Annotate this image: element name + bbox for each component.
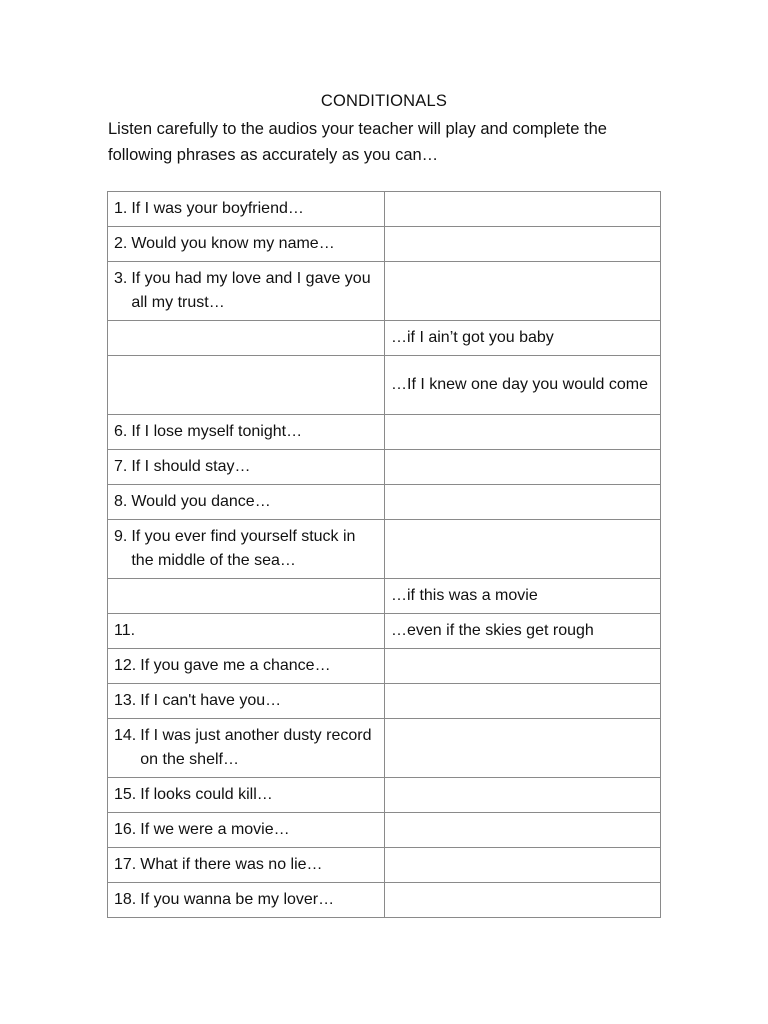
answer-cell[interactable] <box>385 848 661 883</box>
worksheet-body <box>108 192 661 918</box>
answer-cell[interactable] <box>385 485 661 520</box>
table-row <box>108 614 661 649</box>
item-number: 6. <box>114 423 128 440</box>
item-number: 7. <box>114 458 128 475</box>
phrase-cell[interactable] <box>108 883 385 918</box>
phrase-cell[interactable] <box>108 227 385 262</box>
answer-cell[interactable] <box>385 520 661 579</box>
item-number: 8. <box>114 493 128 510</box>
answer-cell[interactable] <box>385 262 661 321</box>
phrase-cell[interactable] <box>108 649 385 684</box>
phrase-cell[interactable] <box>108 262 385 321</box>
answer-cell[interactable] <box>385 356 661 415</box>
table-row <box>108 450 661 485</box>
item-number: 18. <box>114 891 137 908</box>
table-row <box>108 415 661 450</box>
table-row <box>108 227 661 262</box>
answer-cell[interactable] <box>385 192 661 227</box>
phrase-cell[interactable] <box>108 579 385 614</box>
table-row <box>108 883 661 918</box>
phrase-text <box>135 619 378 643</box>
answer-cell[interactable] <box>385 579 661 614</box>
answer-text: …if this was a movie <box>391 587 538 604</box>
table-row <box>108 579 661 614</box>
phrase-text: If looks could kill… <box>140 786 273 803</box>
phrase-cell[interactable] <box>108 356 385 415</box>
phrase-cell[interactable] <box>108 192 385 227</box>
phrase-cell[interactable] <box>108 719 385 778</box>
table-row <box>108 356 661 415</box>
phrase-cell[interactable] <box>108 485 385 520</box>
item-number: 14. <box>114 727 137 744</box>
item-number: 15. <box>114 786 137 803</box>
table-row <box>108 321 661 356</box>
answer-cell[interactable] <box>385 719 661 778</box>
instructions-text: Listen carefully to the audios your teacher will play and complete the following phrases as accurately as you can… <box>108 120 607 164</box>
item-number: 3. <box>114 270 128 287</box>
phrase-cell[interactable] <box>108 848 385 883</box>
phrase-text: If you wanna be my lover… <box>140 891 335 908</box>
answer-cell[interactable] <box>385 450 661 485</box>
phrase-text: If you ever find yourself stuck in the middle of the sea… <box>131 528 356 569</box>
phrase-text: If I was your boyfriend… <box>131 200 304 217</box>
answer-text: …if I ain’t got you baby <box>391 329 554 346</box>
answer-cell[interactable] <box>385 649 661 684</box>
phrase-text: Would you dance… <box>131 493 271 510</box>
phrase-text: If I can't have you… <box>140 692 282 709</box>
answer-text: …If I knew one day you would come <box>391 376 649 393</box>
table-row <box>108 520 661 579</box>
page-title: CONDITIONALS <box>320 92 448 110</box>
phrase-cell[interactable] <box>108 778 385 813</box>
answer-cell[interactable] <box>385 883 661 918</box>
answer-cell[interactable] <box>385 321 661 356</box>
table-row <box>108 684 661 719</box>
phrase-cell[interactable] <box>108 415 385 450</box>
phrase-cell[interactable] <box>108 450 385 485</box>
table-row <box>108 778 661 813</box>
table-row <box>108 192 661 227</box>
item-number: 2. <box>114 235 128 252</box>
table-row <box>108 719 661 778</box>
table-row <box>108 485 661 520</box>
answer-cell[interactable] <box>385 778 661 813</box>
phrase-text: If I should stay… <box>131 458 251 475</box>
phrase-text: Would you know my name… <box>131 235 335 252</box>
item-number: 16. <box>114 821 137 838</box>
item-number: 1. <box>114 200 128 217</box>
table-row <box>108 649 661 684</box>
answer-cell[interactable] <box>385 227 661 262</box>
table-row <box>108 262 661 321</box>
phrase-text: If you had my love and I gave you all my trust… <box>131 270 371 311</box>
phrase-cell[interactable] <box>108 520 385 579</box>
item-number: 12. <box>114 657 137 674</box>
answer-cell[interactable] <box>385 684 661 719</box>
phrase-cell[interactable] <box>108 684 385 719</box>
answer-cell[interactable] <box>385 415 661 450</box>
phrase-text: If I was just another dusty record on the shelf… <box>140 727 372 768</box>
phrase-cell[interactable] <box>108 614 385 649</box>
phrase-cell[interactable] <box>108 813 385 848</box>
phrase-text: If we were a movie… <box>140 821 290 838</box>
answer-text: …even if the skies get rough <box>391 622 594 639</box>
answer-cell[interactable] <box>385 614 661 649</box>
phrase-text: If you gave me a chance… <box>140 657 331 674</box>
table-row <box>108 813 661 848</box>
phrase-text: What if there was no lie… <box>140 856 323 873</box>
item-number: 13. <box>114 692 137 709</box>
phrase-cell[interactable] <box>108 321 385 356</box>
item-number: 9. <box>114 528 128 545</box>
phrase-text: If I lose myself tonight… <box>131 423 303 440</box>
answer-cell[interactable] <box>385 813 661 848</box>
item-number: 17. <box>114 856 137 873</box>
worksheet-table <box>107 191 661 918</box>
item-number: 11. <box>114 622 136 639</box>
table-row <box>108 848 661 883</box>
